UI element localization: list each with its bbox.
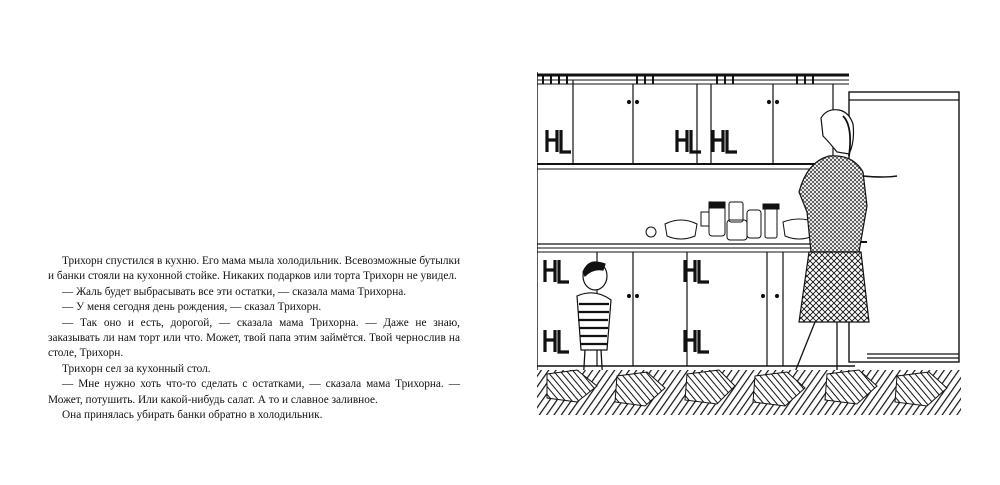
- kitchen-illustration: [537, 72, 961, 415]
- paragraph: — Мне нужно хоть что-то сделать с остатками, — сказала мама Трихорна. — Может, потушить. Или какой-нибудь салат. А то и славное заливное.: [48, 378, 460, 406]
- paragraph: Трихорн спустился в кухню. Его мама мыла холодильник. Всевозможные бутылки и банки стояли на кухонной стойке. Никаких подарков или торта Трихорн не увидел.: [48, 255, 460, 283]
- upper-cabinets: [537, 75, 849, 169]
- floor: [537, 370, 961, 415]
- counter: [537, 202, 827, 248]
- paragraph: — Жаль будет выбрасывать все эти остатки, — сказала мама Трихорна.: [62, 285, 407, 298]
- paragraph: Трихорн сел за кухонный стол.: [62, 362, 211, 375]
- paragraph: — Так оно и есть, дорогой, — сказала мама Трихорна. — Даже не знаю, заказывать ли нам торт или что. Может, твой папа этим займётся. Твой чернослив на столе, Трихорн.: [48, 316, 460, 360]
- paragraph: Она принялась убирать банки обратно в холодильник.: [62, 409, 323, 422]
- paragraph: — У меня сегодня день рождения, — сказал Трихорн.: [62, 301, 322, 314]
- story-text: [48, 254, 460, 423]
- jars: [646, 202, 815, 240]
- kitchen-drawing: [537, 72, 961, 415]
